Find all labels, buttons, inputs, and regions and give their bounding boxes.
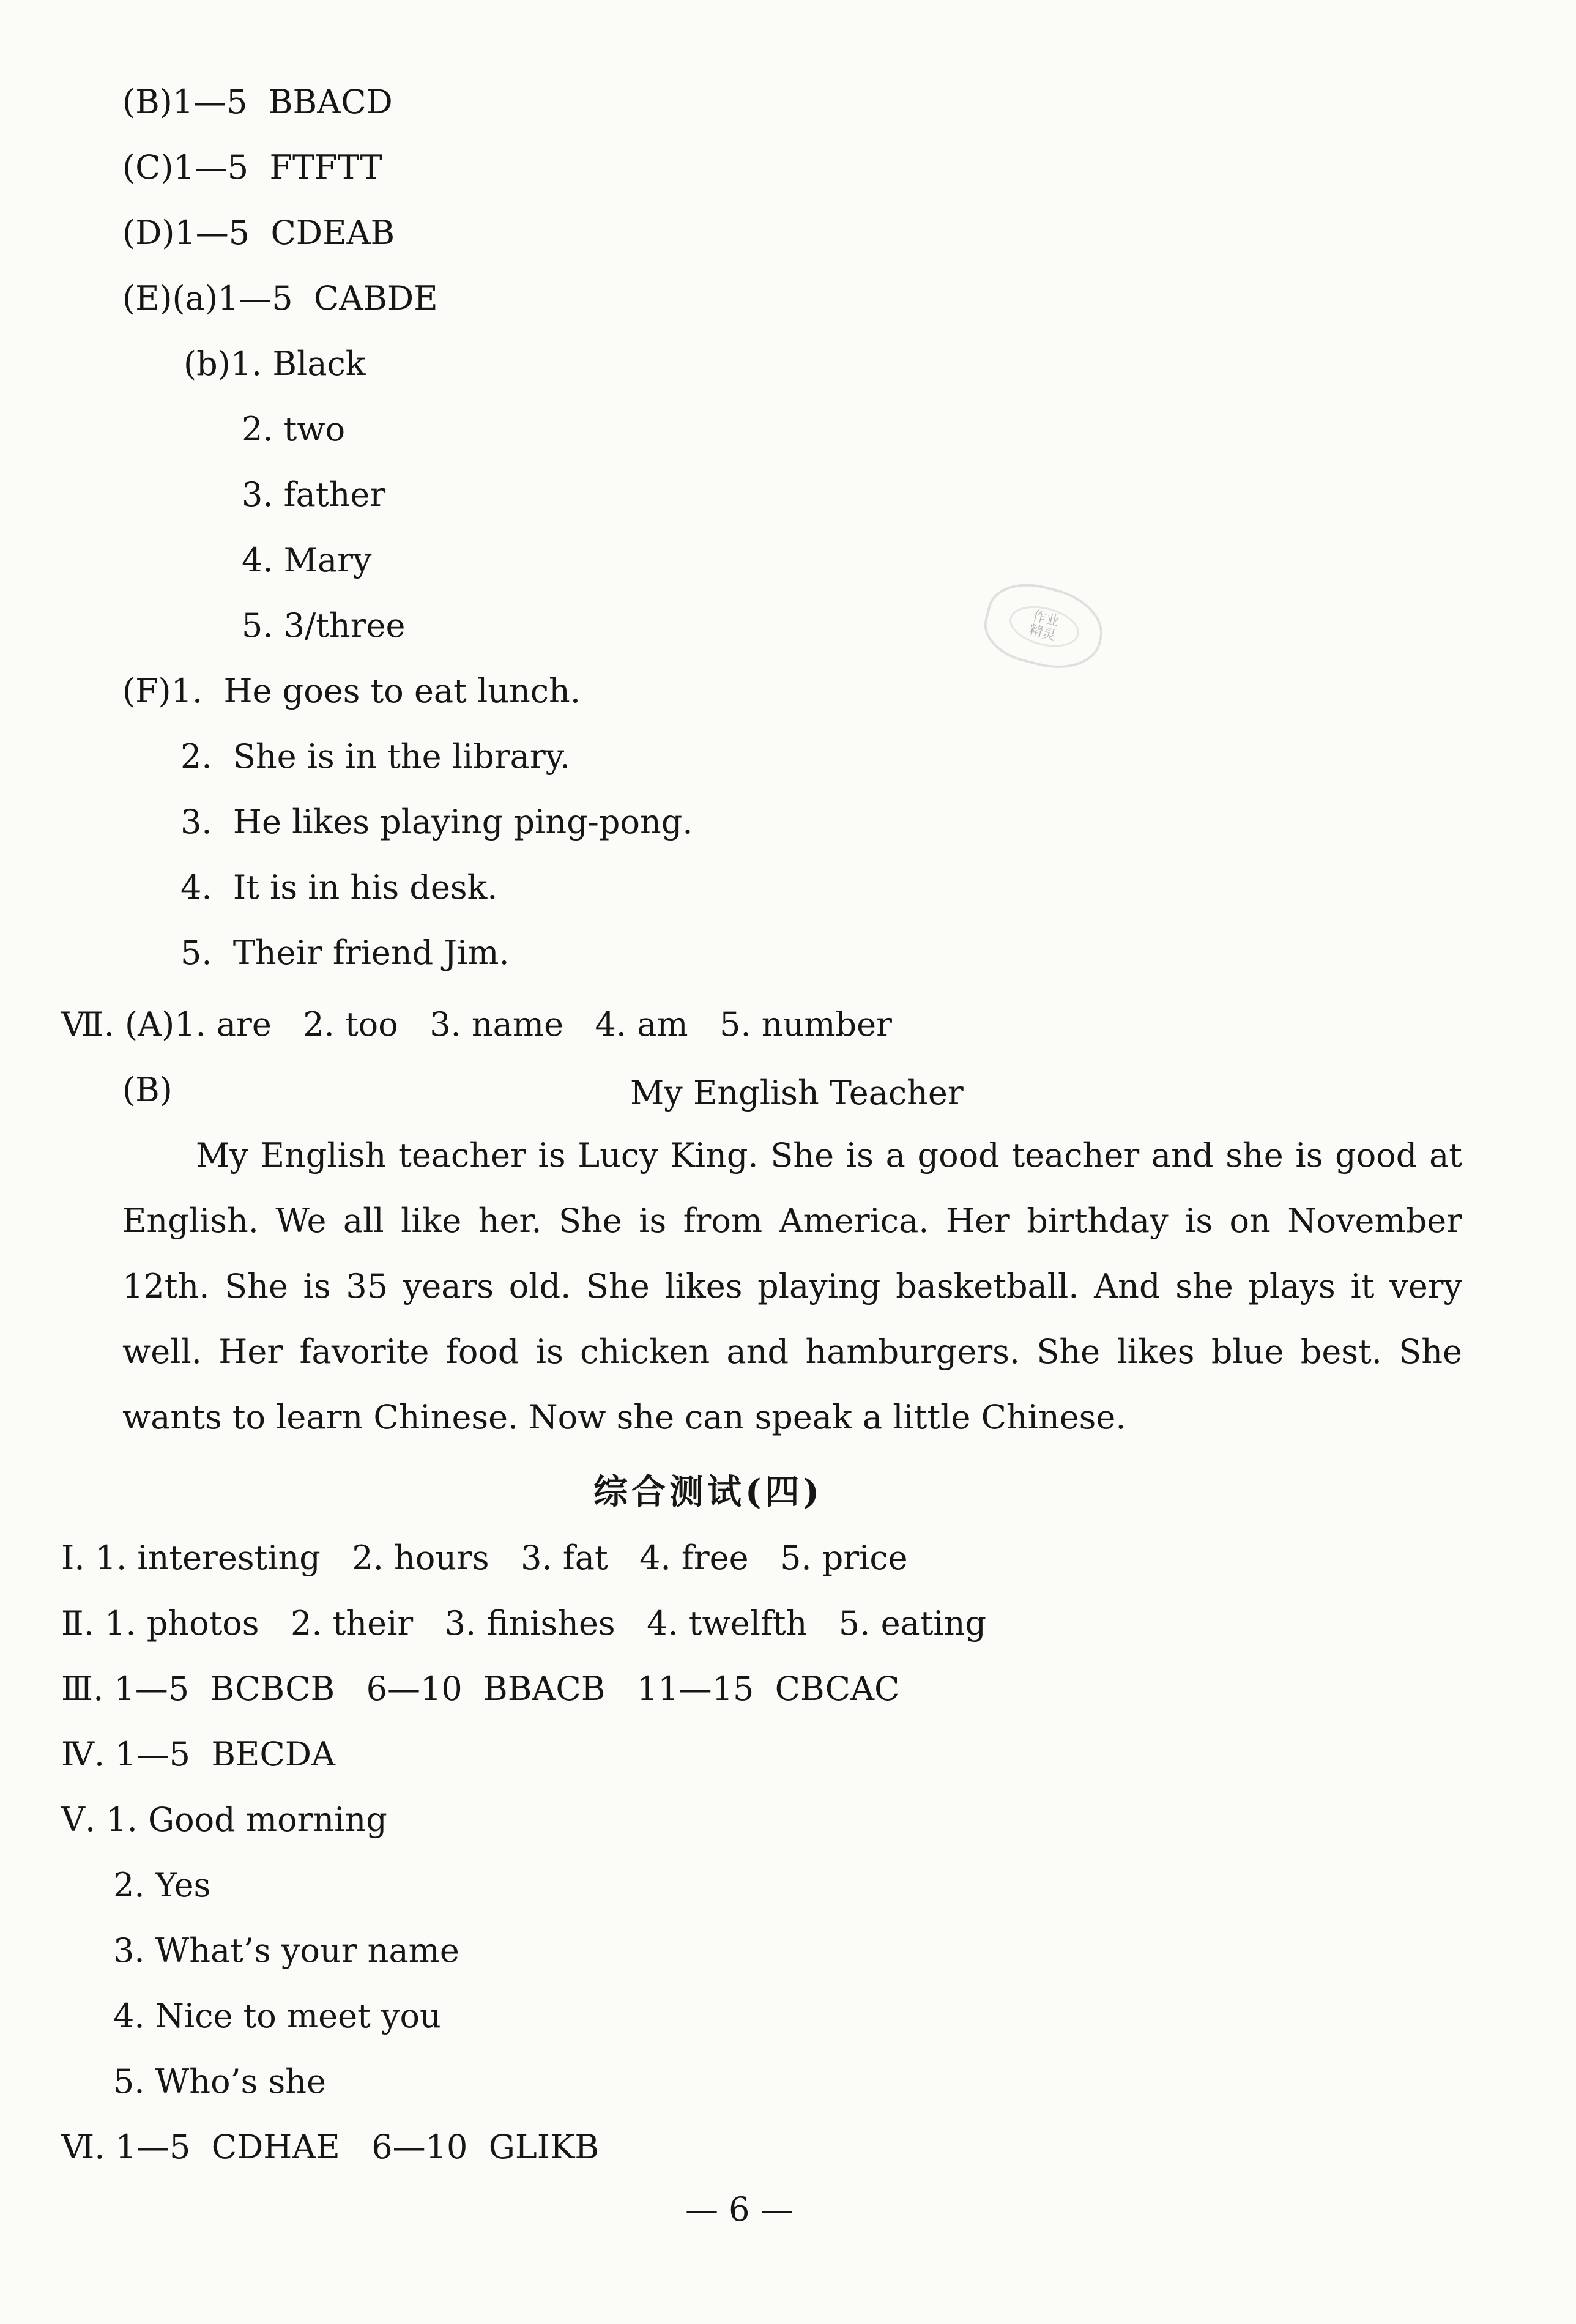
answer-vi-f-2: 2. She is in the library.	[180, 737, 571, 776]
answer-vi-f-3: 3. He likes playing ping-pong.	[180, 803, 693, 841]
watermark-stamp-bottom: 精灵	[1027, 622, 1058, 644]
test-i-answers: Ⅰ. 1. interesting 2. hours 3. fat 4. free 5. price	[61, 1539, 908, 1577]
test-v-4: 4. Nice to meet you	[113, 1997, 441, 2035]
answer-vi-e-b-3: 3. father	[242, 475, 386, 514]
answer-vi-e-b-5: 5. 3/three	[242, 606, 406, 645]
essay-body: My English teacher is Lucy King. She is a good teacher and she is good at English. We all like her. She is from America. Her birthday is on November 12th. She is 35 years old. She likes playing basketball. And she plays it very well. Her favorite food is chicken and hamburgers. She likes blue best. She wants to learn Chinese. Now she can speak a little Chinese.	[122, 1136, 1462, 1436]
test-iii-answers: Ⅲ. 1—5 BCBCB 6—10 BBACB 11—15 CBCAC	[61, 1669, 900, 1708]
answer-vi-e-b-4: 4. Mary	[242, 541, 372, 579]
answer-vii-b-label: (B)	[122, 1071, 173, 1109]
test-v-2: 2. Yes	[113, 1866, 211, 1904]
test-section-title: 综合测试(四)	[593, 1472, 823, 1512]
answer-vi-d: (D)1—5 CDEAB	[122, 213, 395, 252]
answer-vi-c: (C)1—5 FTFTT	[122, 148, 382, 187]
answer-vi-f-4: 4. It is in his desk.	[180, 868, 498, 907]
page-number: — 6 —	[685, 2190, 794, 2229]
answer-vi-e-b-2: 2. two	[242, 410, 346, 448]
watermark-stamp-top: 作业	[1031, 608, 1061, 630]
test-v-5: 5. Who’s she	[113, 2062, 326, 2101]
test-v-3: 3. What’s your name	[113, 1931, 459, 1970]
watermark-stamp	[977, 574, 1110, 679]
test-v-1: Ⅴ. 1. Good morning	[61, 1800, 387, 1839]
answer-vi-f-1: (F)1. He goes to eat lunch.	[122, 672, 581, 710]
answer-vi-b: (B)1—5 BBACD	[122, 83, 393, 121]
answer-vi-f-5: 5. Their friend Jim.	[180, 934, 510, 972]
answer-vii-a: Ⅶ. (A)1. are 2. too 3. name 4. am 5. number	[61, 1005, 892, 1044]
test-vi-answers: Ⅵ. 1—5 CDHAE 6—10 GLIKB	[61, 2128, 600, 2166]
answer-vi-e-b-1: (b)1. Black	[184, 344, 366, 383]
answer-vi-e-a: (E)(a)1—5 CABDE	[122, 279, 438, 317]
essay-title: My English Teacher	[630, 1074, 964, 1112]
watermark-stamp-inner	[1005, 600, 1084, 653]
test-iv-answers: Ⅳ. 1—5 BECDA	[61, 1735, 336, 1773]
test-ii-answers: Ⅱ. 1. photos 2. their 3. finishes 4. twelfth 5. eating	[61, 1604, 987, 1643]
